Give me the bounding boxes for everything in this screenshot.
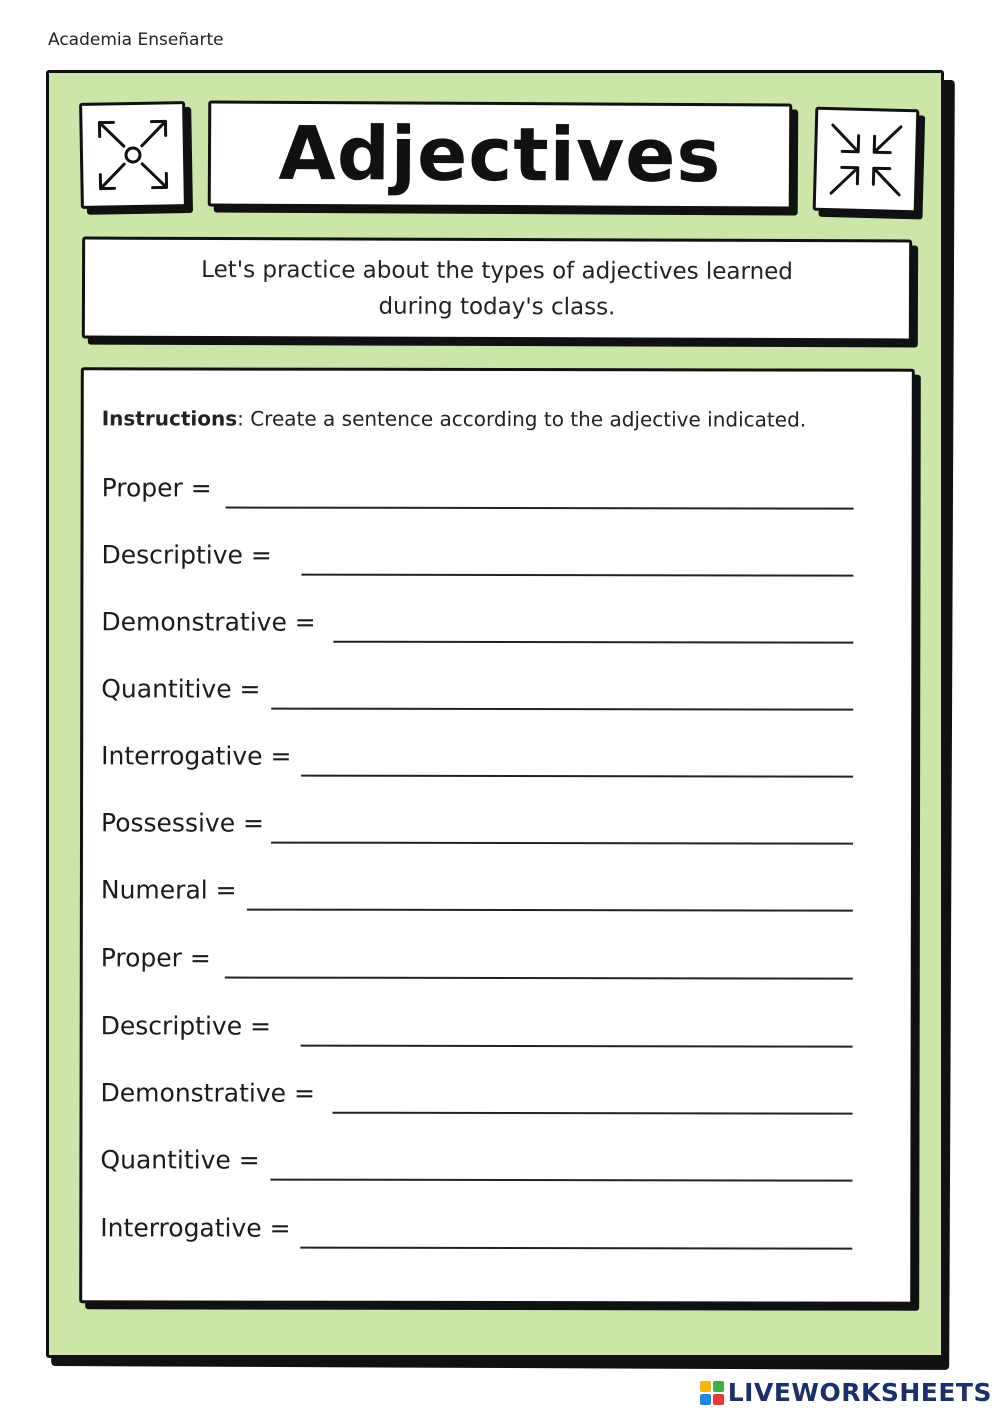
answer-label: Descriptive =	[100, 1011, 272, 1041]
brand-name: LIVEWORKSHEETS	[727, 1378, 992, 1407]
answer-row	[101, 535, 853, 576]
expand-icon-box	[79, 101, 187, 209]
collapse-arrows-icon	[825, 119, 907, 201]
answer-label: Demonstrative =	[101, 607, 316, 637]
answer-label: Demonstrative =	[100, 1078, 315, 1108]
answer-row	[100, 1140, 852, 1181]
answer-input[interactable]	[271, 814, 853, 845]
title-box	[208, 100, 793, 209]
answer-row	[100, 1208, 852, 1249]
answer-input[interactable]	[247, 881, 853, 912]
instructions	[102, 406, 806, 431]
answer-row	[101, 803, 853, 844]
liveworksheets-brand[interactable]	[700, 1378, 992, 1407]
answer-input[interactable]	[270, 1151, 852, 1182]
answer-label: Descriptive =	[101, 540, 272, 570]
answer-input[interactable]	[226, 479, 854, 510]
answer-label: Numeral =	[100, 875, 237, 905]
collapse-icon-box	[813, 107, 920, 214]
answer-input[interactable]	[301, 546, 853, 577]
expand-arrows-icon	[93, 115, 172, 194]
answer-row	[101, 1073, 853, 1114]
answer-input[interactable]	[301, 747, 853, 778]
answer-label: Interrogative =	[101, 741, 292, 771]
answer-input[interactable]	[271, 680, 853, 711]
answer-input[interactable]	[225, 949, 853, 980]
answer-row	[101, 938, 853, 979]
answer-input[interactable]	[333, 1084, 853, 1115]
exercise-box	[79, 367, 915, 1304]
answer-label: Quantitive =	[101, 674, 261, 704]
answer-input[interactable]	[333, 613, 853, 644]
answer-row	[101, 736, 853, 777]
instructions-label: Instructions	[101, 406, 238, 431]
answer-row	[102, 468, 854, 509]
answer-input[interactable]	[300, 1219, 852, 1250]
subtitle-box	[82, 237, 912, 342]
answer-row	[101, 602, 853, 643]
answer-row	[101, 669, 853, 710]
answer-row	[101, 870, 853, 911]
page-title: Adjectives	[278, 110, 722, 200]
answer-label: Proper =	[100, 943, 211, 973]
answer-input[interactable]	[301, 1017, 853, 1048]
answer-label: Interrogative =	[100, 1213, 291, 1243]
answer-label: Proper =	[101, 473, 212, 503]
answer-row	[101, 1006, 853, 1047]
liveworksheets-logo-icon	[700, 1381, 724, 1405]
instructions-text: : Create a sentence according to the adjective indicated.	[237, 406, 807, 432]
answer-label: Quantitive =	[100, 1145, 260, 1175]
answer-label: Possessive =	[100, 808, 265, 838]
subtitle-text: Let's practice about the types of adjectives learned during today's class.	[201, 256, 793, 321]
publisher-name: Academia Enseñarte	[48, 30, 224, 50]
